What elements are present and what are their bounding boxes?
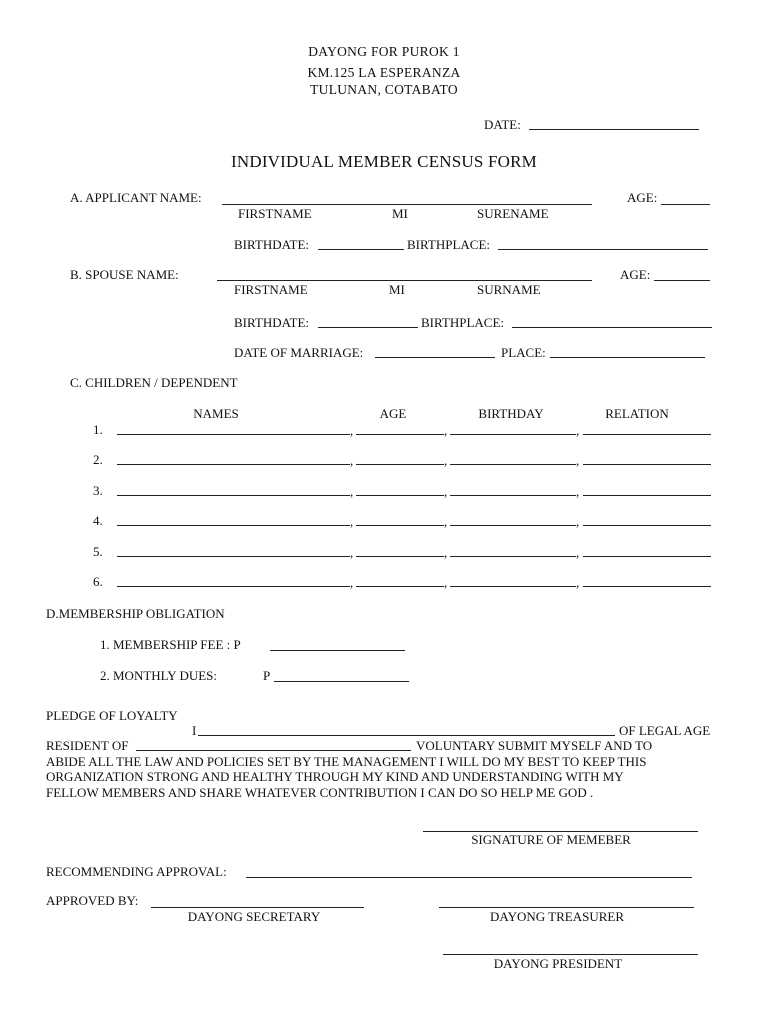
child-birthday-field[interactable]	[450, 556, 576, 557]
child-age-field[interactable]	[356, 464, 444, 465]
row-separator: ,	[576, 484, 580, 499]
row-number: 5.	[93, 544, 103, 559]
membership-fee-field[interactable]	[270, 650, 405, 651]
membership-fee-label: 1. MEMBERSHIP FEE : P	[100, 637, 241, 652]
recommending-field[interactable]	[246, 877, 692, 878]
child-age-field[interactable]	[356, 586, 444, 587]
row-separator: ,	[350, 575, 354, 590]
child-birthday-field[interactable]	[450, 434, 576, 435]
spouse-birthplace-label: BIRTHPLACE:	[421, 315, 505, 330]
pledge-legal-age: OF LEGAL AGE	[619, 723, 711, 738]
monthly-dues-field[interactable]	[274, 681, 409, 682]
pledge-voluntary: VOLUNTARY SUBMIT MYSELF AND TO	[416, 738, 653, 753]
child-birthday-field[interactable]	[450, 525, 576, 526]
marriage-place-field[interactable]	[550, 357, 705, 358]
obligation-label: D.MEMBERSHIP OBLIGATION	[46, 606, 225, 621]
spouse-name-label: B. SPOUSE NAME:	[70, 267, 179, 282]
approved-by-label: APPROVED BY:	[46, 893, 139, 908]
child-relation-field[interactable]	[583, 525, 711, 526]
applicant-age-label: AGE:	[627, 190, 658, 205]
pledge-residence-field[interactable]	[136, 750, 411, 751]
child-relation-field[interactable]	[583, 556, 711, 557]
child-relation-field[interactable]	[583, 434, 711, 435]
org-address: KM.125 LA ESPERANZA	[307, 65, 461, 80]
spouse-surname-caption: SURNAME	[477, 282, 541, 297]
pledge-i: I	[192, 723, 197, 738]
form-title: INDIVIDUAL MEMBER CENSUS FORM	[231, 152, 537, 171]
child-name-field[interactable]	[117, 586, 350, 587]
child-name-field[interactable]	[117, 434, 350, 435]
marriage-date-field[interactable]	[375, 357, 495, 358]
child-age-field[interactable]	[356, 556, 444, 557]
pledge-heading: PLEDGE OF LOYALTY	[46, 708, 178, 723]
row-separator: ,	[444, 423, 448, 438]
col-birthday: BIRTHDAY	[478, 406, 544, 421]
child-relation-field[interactable]	[583, 464, 711, 465]
marriage-place-label: PLACE:	[501, 345, 546, 360]
applicant-birthplace-field[interactable]	[498, 249, 708, 250]
pledge-text-line4: ORGANIZATION STRONG AND HEALTHY THROUGH MY KIND AND UNDERSTANDING WITH MY	[46, 769, 624, 784]
row-separator: ,	[350, 545, 354, 560]
col-relation: RELATION	[605, 406, 669, 421]
spouse-name-field[interactable]	[217, 280, 592, 281]
row-separator: ,	[350, 423, 354, 438]
pledge-name-field[interactable]	[198, 735, 615, 736]
row-separator: ,	[576, 575, 580, 590]
child-name-field[interactable]	[117, 495, 350, 496]
secretary-caption: DAYONG SECRETARY	[187, 909, 321, 924]
pledge-text-line5: FELLOW MEMBERS AND SHARE WHATEVER CONTRIBUTION I CAN DO SO HELP ME GOD .	[46, 785, 594, 800]
applicant-birthdate-label: BIRTHDATE:	[234, 237, 310, 252]
spouse-age-field[interactable]	[654, 280, 710, 281]
member-signature-caption: SIGNATURE OF MEMEBER	[471, 832, 631, 847]
applicant-firstname-caption: FIRSTNAME	[238, 206, 312, 221]
row-separator: ,	[350, 484, 354, 499]
row-separator: ,	[350, 453, 354, 468]
row-separator: ,	[444, 545, 448, 560]
row-separator: ,	[576, 453, 580, 468]
child-name-field[interactable]	[117, 464, 350, 465]
child-birthday-field[interactable]	[450, 464, 576, 465]
applicant-birthplace-label: BIRTHPLACE:	[407, 237, 491, 252]
row-separator: ,	[444, 484, 448, 499]
col-names: NAMES	[193, 406, 239, 421]
spouse-birthplace-field[interactable]	[512, 327, 712, 328]
president-signature-line[interactable]	[443, 954, 698, 955]
recommending-label: RECOMMENDING APPROVAL:	[46, 864, 227, 879]
applicant-age-field[interactable]	[661, 204, 710, 205]
applicant-name-label: A. APPLICANT NAME:	[70, 190, 202, 205]
child-relation-field[interactable]	[583, 586, 711, 587]
treasurer-caption: DAYONG TREASURER	[490, 909, 624, 924]
child-birthday-field[interactable]	[450, 495, 576, 496]
row-number: 6.	[93, 574, 103, 589]
secretary-signature-line[interactable]	[151, 907, 364, 908]
row-number: 2.	[93, 452, 103, 467]
monthly-dues-label: 2. MONTHLY DUES:	[100, 668, 218, 683]
pledge-text-line3: ABIDE ALL THE LAW AND POLICIES SET BY THE MANAGEMENT I WILL DO MY BEST TO KEEP THIS	[46, 754, 647, 769]
row-separator: ,	[576, 423, 580, 438]
child-age-field[interactable]	[356, 525, 444, 526]
applicant-name-field[interactable]	[222, 204, 592, 205]
applicant-birthdate-field[interactable]	[318, 249, 404, 250]
row-separator: ,	[576, 514, 580, 529]
children-label: C. CHILDREN / DEPENDENT	[70, 375, 238, 390]
child-name-field[interactable]	[117, 525, 350, 526]
row-number: 3.	[93, 483, 103, 498]
pledge-resident-of: RESIDENT OF	[46, 738, 129, 753]
col-age: AGE	[379, 406, 407, 421]
president-caption: DAYONG PRESIDENT	[493, 956, 623, 971]
row-number: 4.	[93, 513, 103, 528]
spouse-birthdate-field[interactable]	[318, 327, 418, 328]
spouse-birthdate-label: BIRTHDATE:	[234, 315, 310, 330]
applicant-surname-caption: SURENAME	[477, 206, 549, 221]
row-separator: ,	[444, 514, 448, 529]
date-label: DATE:	[484, 117, 521, 132]
treasurer-signature-line[interactable]	[439, 907, 694, 908]
child-age-field[interactable]	[356, 434, 444, 435]
date-field[interactable]	[529, 129, 699, 130]
org-name: DAYONG FOR PUROK 1	[308, 44, 460, 59]
child-relation-field[interactable]	[583, 495, 711, 496]
marriage-date-label: DATE OF MARRIAGE:	[234, 345, 364, 360]
org-location: TULUNAN, COTABATO	[310, 82, 458, 97]
monthly-dues-currency: P	[263, 668, 271, 683]
spouse-age-label: AGE:	[620, 267, 651, 282]
spouse-firstname-caption: FIRSTNAME	[234, 282, 308, 297]
child-birthday-field[interactable]	[450, 586, 576, 587]
row-separator: ,	[444, 575, 448, 590]
row-separator: ,	[350, 514, 354, 529]
child-name-field[interactable]	[117, 556, 350, 557]
spouse-mi-caption: MI	[389, 282, 405, 297]
child-age-field[interactable]	[356, 495, 444, 496]
row-number: 1.	[93, 422, 103, 437]
applicant-mi-caption: MI	[392, 206, 408, 221]
row-separator: ,	[576, 545, 580, 560]
row-separator: ,	[444, 453, 448, 468]
